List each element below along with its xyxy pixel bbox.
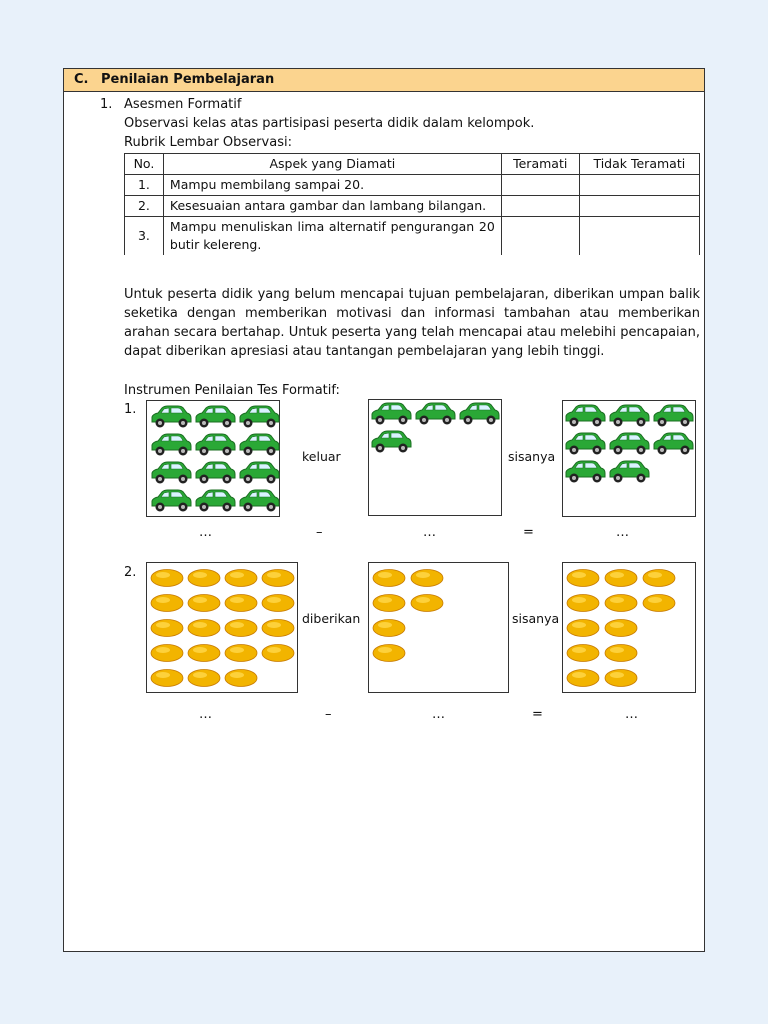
mango-icon	[603, 591, 639, 613]
mango-icon	[260, 591, 296, 613]
rubrik-label: Rubrik Lembar Observasi:	[124, 135, 292, 150]
mango-icon	[603, 641, 639, 663]
mango-icon	[260, 616, 296, 638]
car-icon	[563, 459, 607, 485]
q2-blank-3[interactable]: …	[625, 707, 638, 722]
car-icon	[193, 460, 237, 486]
q1-blank-1[interactable]: …	[199, 525, 212, 540]
mango-icon	[186, 641, 222, 663]
mango-icon	[603, 616, 639, 638]
mango-icon	[565, 591, 601, 613]
q1-equals: =	[523, 525, 534, 540]
car-icon	[369, 401, 413, 427]
mango-icon	[641, 566, 677, 588]
section-title: Penilaian Pembelajaran	[101, 72, 275, 87]
q1-box-initial	[146, 400, 280, 517]
q1-box-removed	[368, 399, 502, 516]
q2-box-remaining	[562, 562, 696, 693]
row-teramati-cell[interactable]	[501, 196, 579, 217]
car-icon	[651, 431, 695, 457]
car-icon	[413, 401, 457, 427]
q2-blank-1[interactable]: …	[199, 707, 212, 722]
table-row	[125, 217, 700, 256]
mango-icon	[149, 616, 185, 638]
table-row	[125, 175, 700, 196]
row-aspek: Mampu menuliskan lima alternatif pengurangan 20 butir kelereng.	[163, 217, 501, 256]
document-page	[63, 68, 705, 952]
row-teramati-cell[interactable]	[501, 175, 579, 196]
section-header	[64, 69, 704, 92]
row-tidak-teramati-cell[interactable]	[579, 175, 699, 196]
row-no: 2.	[125, 196, 164, 217]
header-aspek: Aspek yang Diamati	[163, 154, 501, 175]
header-teramati: Teramati	[501, 154, 579, 175]
row-tidak-teramati-cell[interactable]	[579, 196, 699, 217]
table-header-row	[125, 154, 700, 175]
q2-box-initial	[146, 562, 298, 693]
q1-minus: –	[316, 525, 323, 540]
car-icon	[563, 431, 607, 457]
mango-icon	[371, 566, 407, 588]
car-icon	[457, 401, 501, 427]
q2-equals: =	[532, 707, 543, 722]
mango-icon	[641, 591, 677, 613]
car-icon	[607, 403, 651, 429]
car-icon	[149, 432, 193, 458]
mango-icon	[186, 616, 222, 638]
item-number: 1.	[100, 97, 113, 112]
row-aspek: Mampu membilang sampai 20.	[163, 175, 501, 196]
row-tidak-teramati-cell[interactable]	[579, 217, 699, 256]
mango-icon	[186, 666, 222, 688]
mango-icon	[371, 641, 407, 663]
car-icon	[369, 429, 413, 455]
mango-icon	[371, 591, 407, 613]
q1-blank-3[interactable]: …	[616, 525, 629, 540]
car-icon	[149, 488, 193, 514]
header-tidak-teramati: Tidak Teramati	[579, 154, 699, 175]
mango-icon	[223, 616, 259, 638]
mango-icon	[565, 641, 601, 663]
header-no: No.	[125, 154, 164, 175]
car-icon	[193, 432, 237, 458]
car-icon	[149, 460, 193, 486]
mango-icon	[260, 641, 296, 663]
mango-icon	[565, 616, 601, 638]
car-icon	[237, 488, 281, 514]
mango-icon	[186, 566, 222, 588]
mango-icon	[565, 666, 601, 688]
mango-icon	[186, 591, 222, 613]
instrumen-title: Instrumen Penilaian Tes Formatif:	[124, 383, 340, 398]
item-asesmen-formatif	[100, 95, 241, 114]
rubrik-table	[124, 153, 700, 255]
mango-icon	[260, 566, 296, 588]
car-icon	[237, 404, 281, 430]
mango-icon	[565, 566, 601, 588]
q2-blank-2[interactable]: …	[432, 707, 445, 722]
q1-number: 1.	[124, 402, 137, 417]
mango-icon	[223, 591, 259, 613]
mango-icon	[149, 566, 185, 588]
mango-icon	[603, 566, 639, 588]
q2-label-sisanya: sisanya	[512, 611, 560, 626]
car-icon	[607, 431, 651, 457]
observasi-text: Observasi kelas atas partisipasi peserta didik dalam kelompok.	[124, 116, 535, 131]
car-icon	[237, 460, 281, 486]
row-no: 1.	[125, 175, 164, 196]
mango-icon	[409, 566, 445, 588]
item-title: Asesmen Formatif	[124, 97, 242, 112]
mango-icon	[149, 666, 185, 688]
car-icon	[563, 403, 607, 429]
mango-icon	[149, 591, 185, 613]
car-icon	[193, 404, 237, 430]
q2-label-diberikan: diberikan	[302, 611, 361, 626]
car-icon	[651, 403, 695, 429]
row-aspek: Kesesuaian antara gambar dan lambang bilangan.	[163, 196, 501, 217]
q1-blank-2[interactable]: …	[423, 525, 436, 540]
q1-box-remaining	[562, 400, 696, 517]
car-icon	[193, 488, 237, 514]
row-teramati-cell[interactable]	[501, 217, 579, 256]
table-row	[125, 196, 700, 217]
q2-box-given	[368, 562, 509, 693]
mango-icon	[149, 641, 185, 663]
q2-minus: –	[325, 707, 332, 722]
mango-icon	[223, 666, 259, 688]
mango-icon	[409, 591, 445, 613]
car-icon	[237, 432, 281, 458]
row-no: 3.	[125, 217, 164, 256]
mango-icon	[223, 566, 259, 588]
q1-label-keluar: keluar	[302, 449, 341, 464]
mango-icon	[371, 616, 407, 638]
mango-icon	[223, 641, 259, 663]
feedback-paragraph: Untuk peserta didik yang belum mencapai tujuan pembelajaran, diberikan umpan balik seketika dengan memberikan motivasi dan informasi tambahan atau memberikan arahan secara bertahap. Untuk peserta yang telah mencapai atau melebihi pencapaian, dapat diberikan apresiasi atau tantangan pembelajaran yang lebih tinggi.	[124, 287, 700, 359]
q2-number: 2.	[124, 565, 137, 580]
q1-label-sisanya: sisanya	[508, 449, 556, 464]
section-number: C.	[74, 72, 89, 87]
mango-icon	[603, 666, 639, 688]
car-icon	[607, 459, 651, 485]
car-icon	[149, 404, 193, 430]
